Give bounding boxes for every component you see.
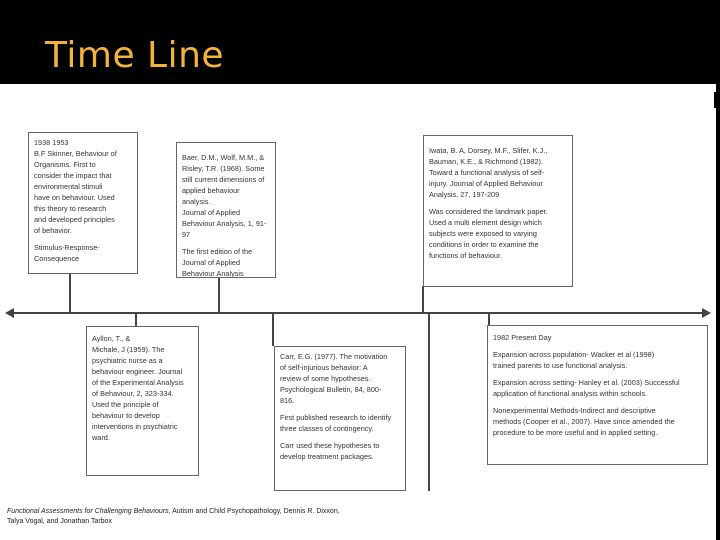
event-box-carr [274,346,406,491]
event-text: 1982 Present Day [493,333,552,342]
event-text: The first edition of the Journal of Applied Behaviour Analysis [182,247,253,278]
source-book-title: Functional Assessments for Challenging Behaviours, [7,508,171,515]
event-text: Carr used these hypotheses to develop treatment packages. [280,441,380,461]
connector-present [488,313,490,325]
connector-ayllon [135,313,137,326]
event-text: Baer, D.M., Wolf, M.M., & Risley, T.R. (1968). Some still current dimensions of applied behaviour analysis. Journal of Applied Behaviour Analysis, 1, 91-97 [182,153,267,239]
event-text: Carr, E.G. (1977). The motivation of self-injurious behavior: A review of some hypotheses. Psychological Bulletin, 84, 800- 816. [280,352,388,405]
slide-title: Time Line [45,35,225,76]
event-text: 1938 1953 B.F Skinner, Behaviour of Organisms. First to consider the impact that environmental stimuli have on behaviour. Used this theory to research and developed principles of behavior. [34,138,117,235]
event-text: Ayllon, T., & Michale, J (1959). The psychiatric nurse as a behaviour engineer. Journal of the Experimental Analysis of Behaviour, 2, 323-334. Used the principle of behaviour to develop interventions in psychiatric ward. [92,334,184,442]
event-text: Expansion across population- Wacker et al (1998) trained parents to use functional analysis. [493,350,655,370]
event-text: Nonexperimental Methods-Indirect and descriptive methods (Cooper et al., 2007). Have since amended the procedure to be more useful and in applied setting. [493,406,675,437]
event-box-iwata [423,135,573,287]
event-text: Expansion across setting- Hanley et al. (2003) Successful application of functional analysis within schools. [493,378,680,398]
event-box-skinner [28,132,138,274]
connector-carr [272,313,274,346]
event-box-ayllon [86,326,199,476]
event-text: Iwata, B. A, Dorsey, M.F., Slifer, K.J., Bauman, K.E., & Richmond (1982). Toward a functional analysis of self- injury. Journal of Applied Behaviour Analysis, 27, 197-209 [429,146,548,199]
connector-carr-bottom [428,313,430,491]
source-citation [7,507,347,527]
connector-iwata [422,286,424,312]
connector-skinner [69,274,71,312]
event-box-baer [176,142,276,278]
connector-baer [218,278,220,312]
event-text: Was considered the landmark paper. Used a multi element design which subjects were exposed to varying conditions in order to examine the functions of behaviour. [429,207,548,260]
source-authors: Autism and Child Psychopathology, Dennis R. Dixxon, Talya Vogal, and Jonathan Tarbox [7,508,340,525]
timeline-axis [12,312,704,314]
event-text: First published research to identify three classes of contingency. [280,413,392,433]
right-edge-tick [714,92,717,108]
right-edge-bar [716,84,720,540]
event-box-present [487,325,708,465]
event-text: Stimulus-Response- Consequence [34,243,100,263]
timeline-arrow-right [702,308,711,318]
